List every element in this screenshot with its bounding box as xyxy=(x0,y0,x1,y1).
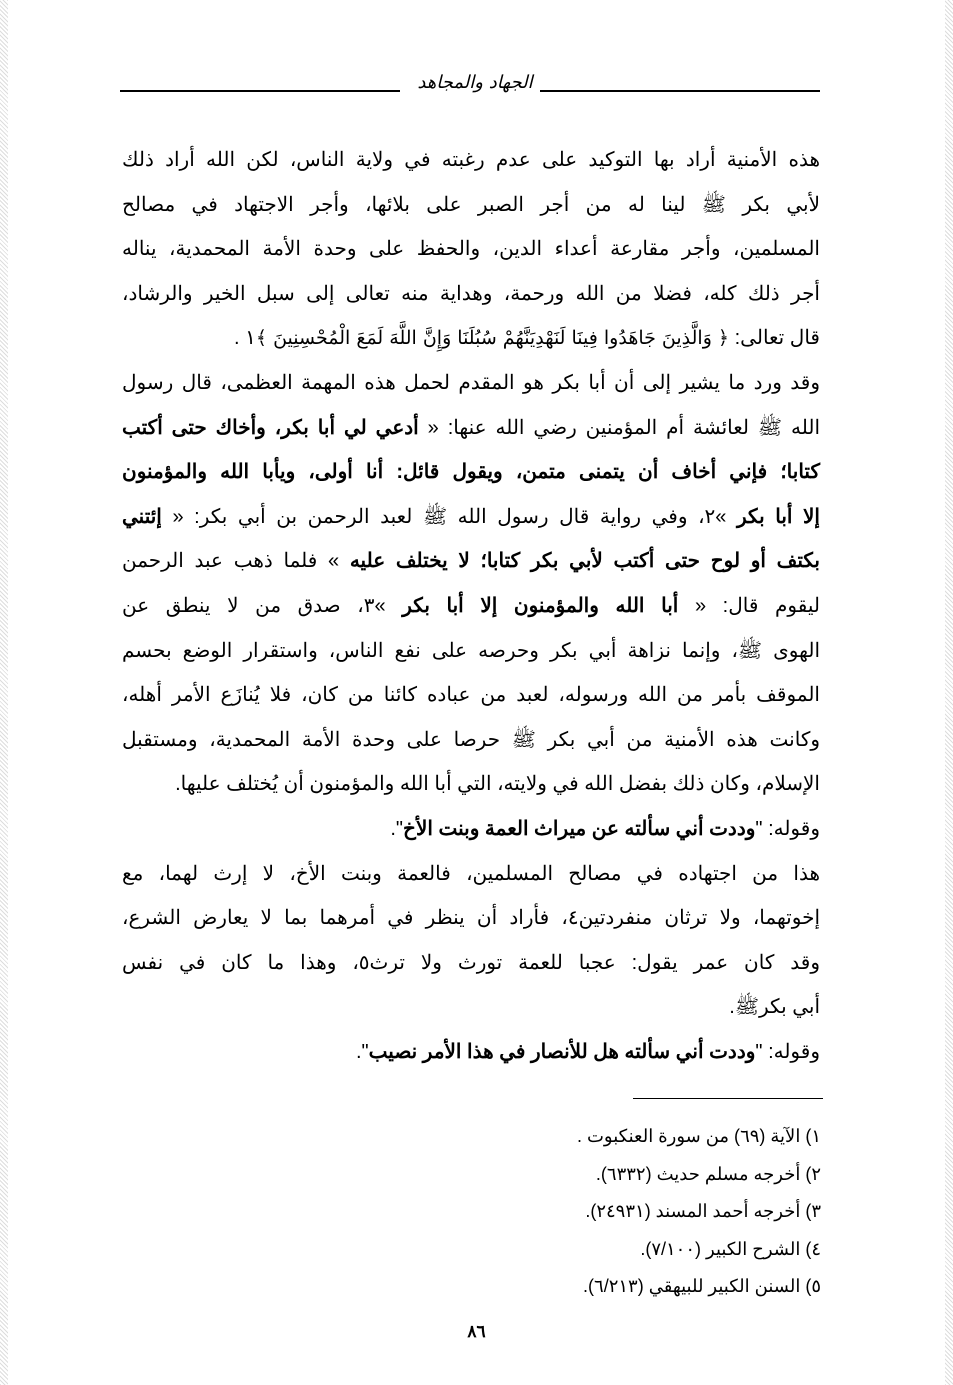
text-segment: الهوى ﷺ، وإنما نزاهة أبي بكر وحرصه على نفع الناس، واستقرار الوضع بحسم xyxy=(122,639,820,662)
text-segment: ". xyxy=(390,817,404,840)
text-line xyxy=(122,807,820,852)
footnote: ٥) السنن الكبير للبيهقي (٦/٢١٣). xyxy=(583,1276,821,1296)
text-segment: إخوتهما، ولا ترثان منفردتين٤، فأراد أن ينظر في أمرهما بما لا يعارض الشرع، xyxy=(122,907,820,930)
page-number: ٨٦ xyxy=(467,1322,486,1341)
text-line xyxy=(122,227,820,272)
text-segment: أبي بكرﷺ. xyxy=(729,996,820,1019)
bold-quote-text: أبا الله والمؤمنون إلا أبا بكر xyxy=(402,594,679,617)
text-segment: وقوله: " xyxy=(755,817,820,840)
text-line xyxy=(122,361,820,406)
text-segment: الموقف بأمر من الله ورسوله، لعبد من عباده كائنا من كان، فلا يُنازَع الأمر أهله، xyxy=(122,684,820,707)
bold-quote-text: إئتني xyxy=(122,505,162,528)
text-segment: وكانت هذه الأمنية من أبي بكر ﷺ حرصا على وحدة الأمة المحمدية، ومستقبل xyxy=(122,728,820,751)
text-segment: »٢، وفي رواية قال رسول الله ﷺ لعبد الرحمن بن أبي بكر: « xyxy=(161,505,737,528)
text-line xyxy=(122,718,820,763)
bold-quote-text: بكتف أو لوح حتى أكتب لأبي بكر كتابا؛ لا يختلف عليه xyxy=(349,550,820,573)
text-line xyxy=(122,762,820,807)
text-segment: هذا من اجتهاده في مصالح المسلمين، فالعمة وبنت الأخ، لا إرث لهما، مع xyxy=(122,862,820,885)
text-line xyxy=(122,896,820,941)
body-text xyxy=(122,138,820,1074)
bold-quote-text: إلا أبا بكر xyxy=(737,505,820,528)
text-segment: الإسلام، وكان ذلك بفضل الله في ولايته، التي أبا الله والمؤمنون أن يُختلف عليها. xyxy=(175,773,820,796)
bold-quote-text: وددت أني سألته هل للأنصار في هذا الأمر نصيب xyxy=(368,1040,756,1063)
text-segment: لأبي بكر ﷺ لينا له من أجر الصبر على بلائها، وأجر الاجتهاد في مصالح xyxy=(122,193,820,216)
text-segment: ". xyxy=(355,1040,369,1063)
text-segment: هذه الأمنية أراد بها التوكيد على عدم رغبته في ولاية الناس، لكن الله أراد ذلك xyxy=(122,149,820,171)
text-segment: قال تعالى: xyxy=(729,327,820,350)
text-line xyxy=(122,584,820,629)
text-line xyxy=(122,272,820,317)
text-line xyxy=(122,316,820,361)
text-line xyxy=(122,941,820,986)
header-rule-right xyxy=(540,90,820,92)
footnote-separator xyxy=(633,1098,823,1099)
text-line xyxy=(122,495,820,540)
text-line xyxy=(122,539,820,584)
text-segment: وقد ورد ما يشير إلى أن أبا بكر هو المقدم لحمل هذه المهمة العظمى، قال رسول xyxy=(122,371,820,394)
text-segment: ١ . xyxy=(234,327,256,350)
text-line xyxy=(122,673,820,718)
header-title: الجهاد والمجاهد xyxy=(417,72,533,93)
bold-quote-text: أدعي لي أبا بكر، وأخاك حتى أكتب xyxy=(122,416,419,439)
scan-edge-left xyxy=(0,0,8,1385)
text-segment: وقد كان عمر يقول: عجبا للعمة تورث ولا ترث٥، وهذا ما كان في نفس xyxy=(122,951,820,974)
text-line xyxy=(122,985,820,1030)
running-header xyxy=(120,72,820,102)
text-segment: الله ﷺ لعائشة أم المؤمنين رضي الله عنها: « xyxy=(418,416,821,439)
text-segment: ليقوم قال: « xyxy=(678,594,821,617)
text-segment: المسلمين، وأجر مقارعة أعداء الدين، والحفظ على وحدة الأمة المحمدية، يناله xyxy=(122,238,820,261)
text-line xyxy=(122,183,820,228)
footnote: ٣) أخرجه أحمد المسند (٢٤٩٣١). xyxy=(585,1201,821,1221)
footnote: ٤) الشرح الكبير (٧/١٠٠). xyxy=(640,1238,821,1259)
footnote: ١) الآية (٦٩) من سورة العنكبوت . xyxy=(576,1126,821,1146)
header-rule-left xyxy=(120,90,400,92)
text-line xyxy=(122,1030,820,1075)
text-segment: أجر ذلك كله، فضلا من الله ورحمة، وهداية منه تعالى إلى سبل الخير والرشاد، xyxy=(122,282,820,305)
text-line xyxy=(122,450,820,495)
footnotes xyxy=(577,1118,821,1306)
scan-edge-right xyxy=(945,0,953,1385)
text-line xyxy=(122,852,820,897)
text-segment: »٣، صدق من لا ينطق عن xyxy=(122,594,403,617)
text-line xyxy=(122,629,820,674)
quran-verse: ﴿ وَالَّذِينَ جَاهَدُوا فِينَا لَنَهْدِيَنَّهُمْ سُبُلَنَا وَإِنَّ اللَّهَ لَمَعَ الْمُحْسِنِينَ ﴾ xyxy=(255,327,730,350)
bold-quote-text: كتابا؛ فإني أخاف أن يتمنى متمن، ويقول قائل: أنا أولى، ويأبا الله والمؤمنون xyxy=(122,461,820,484)
text-segment: وقوله: " xyxy=(755,1040,820,1063)
bold-quote-text: وددت أني سألته عن ميراث العمة وبنت الأخ xyxy=(403,817,756,840)
text-line xyxy=(122,138,820,183)
text-line xyxy=(122,406,820,451)
footnote: ٢) أخرجه مسلم حديث (٦٣٣٢). xyxy=(595,1163,821,1184)
text-segment: » فلما ذهب عبد الرحمن xyxy=(122,550,350,573)
